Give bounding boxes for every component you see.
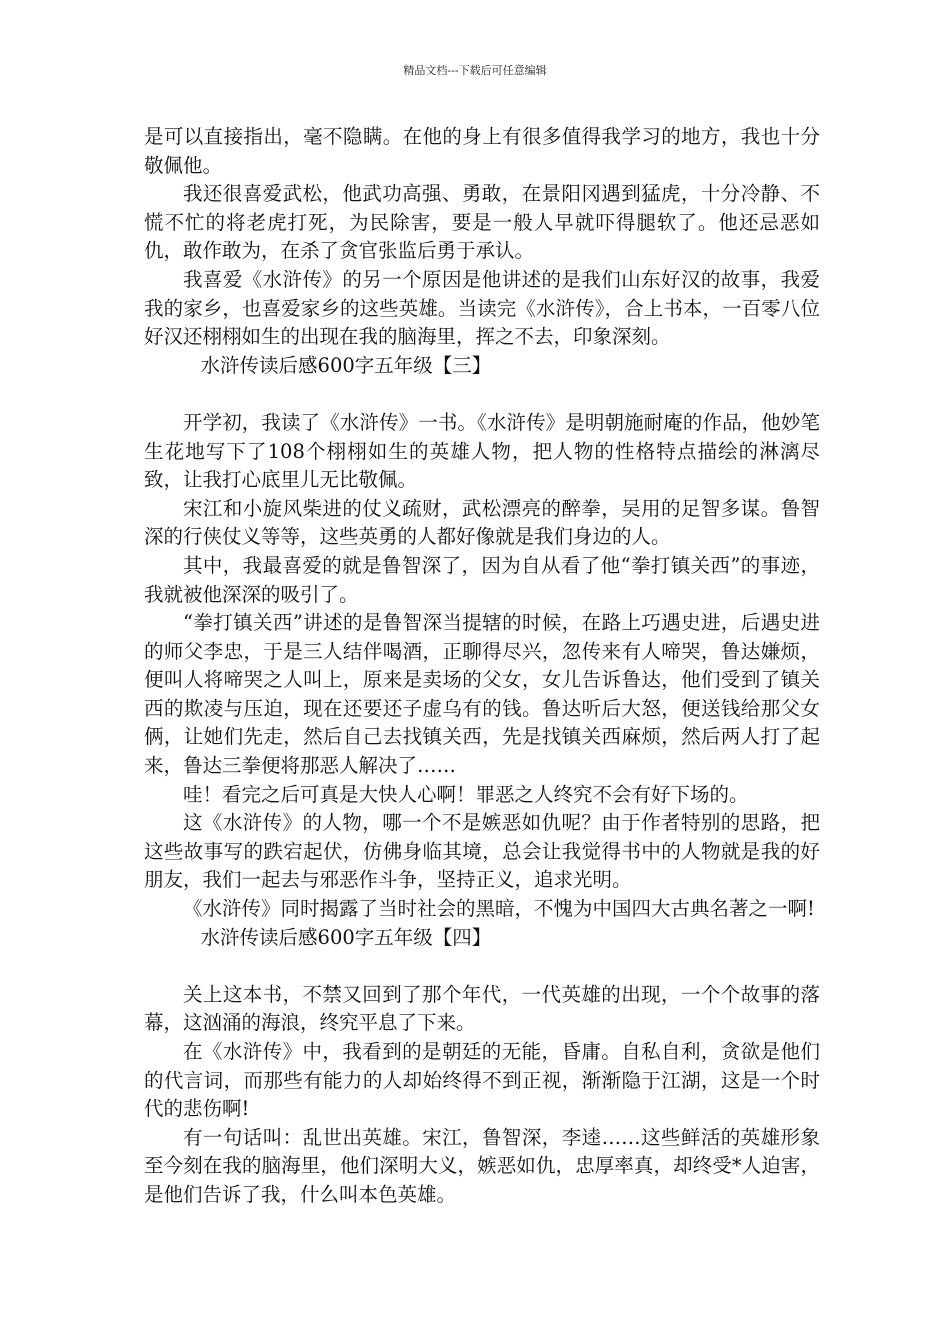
paragraph: 哇！看完之后可真是大快人心啊！罪恶之人终究不会有好下场的。: [183, 782, 749, 806]
blank-line: [144, 380, 820, 409]
paragraph: 开学初，我读了《水浒传》一书。《水浒传》是明朝施耐庵的作品，他妙笔生花地写下了108个栩栩如生的英雄人物，把人物的性格特点描绘的淋漓尽致，让我打心底里儿无比敬佩。: [144, 410, 820, 492]
paragraph: 我还很喜爱武松，他武功高强、勇敢，在景阳冈遇到猛虎，十分冷静、不慌不忙的将老虎打死，为民除害，要是一般人早就吓得腿软了。他还忌恶如仇，敢作敢为，在杀了贪官张监后勇于承认。: [144, 182, 820, 263]
paragraph: 宋江和小旋风柴进的仗义疏财，武松漂亮的醉拳，吴用的足智多谋。鲁智深的行侠仗义等等，这些英勇的人都好像就是我们身边的人。: [144, 496, 820, 549]
paragraph: 有一句话叫：乱世出英雄。宋江，鲁智深，李逵……这些鲜活的英雄形象至今刻在我的脑海里，他们深明大义，嫉恶如仇，忠厚率真，却终受*人迫害，是他们告诉了我，什么叫本色英雄。: [144, 1125, 820, 1206]
document-body: [144, 123, 820, 1210]
paragraph: 关上这本书，不禁又回到了那个年代，一代英雄的出现，一个个故事的落幕，这汹涌的海浪，终究平息了下来。: [144, 982, 820, 1035]
paragraph: 我喜爱《水浒传》的另一个原因是他讲述的是我们山东好汉的故事，我爱我的家乡，也喜爱家乡的这些英雄。当读完《水浒传》，合上书本，一百零八位好汉还栩栩如生的出现在我的脑海里，挥之不去，印象深刻。: [144, 267, 820, 349]
section-heading: 水浒传读后感600字五年级【四】: [200, 925, 492, 949]
paragraph: “拳打镇关西”讲述的是鲁智深当提辖的时候，在路上巧遇史进，后遇史进的师父李忠，于是三人结伴喝酒，正聊得尽兴，忽传来有人啼哭，鲁达嫌烦，便叫人将啼哭之人叫上，原来是卖场的父女，女儿告诉鲁达，他们受到了镇关西的欺凌与压迫，现在还要还子虚乌有的钱。鲁达听后大怒，便送钱给那父女俩，让她们先走，然后自己去找镇关西，先是找镇关西麻烦，然后两人打了起来，鲁达三拳便将那恶人解决了……: [144, 611, 820, 778]
paragraph: 《水浒传》同时揭露了当时社会的黑暗，不愧为中国四大古典名著之一啊!: [183, 897, 815, 921]
paragraph: 在《水浒传》中，我看到的是朝廷的无能，昏庸。自私自利，贪欲是他们的代言词，而那些有能力的人却始终得不到正视，渐渐隐于江湖，这是一个时代的悲伤啊!: [144, 1040, 820, 1121]
paragraph: 这《水浒传》的人物，哪一个不是嫉恶如仇呢？由于作者特别的思路，把这些故事写的跌宕起伏，仿佛身临其境，总会让我觉得书中的人物就是我的好朋友，我们一起去与邪恶作斗争，坚持正义，追求光明。: [144, 811, 820, 892]
blank-line: [144, 952, 820, 981]
paragraph: 是可以直接指出，毫不隐瞒。在他的身上有很多值得我学习的地方，我也十分敬佩他。: [144, 125, 820, 177]
section-heading: 水浒传读后感600字五年级【三】: [200, 353, 492, 377]
paragraph: 其中，我最喜爱的就是鲁智深了，因为自从看了他“拳打镇关西”的事迹，我就被他深深的吸引了。: [144, 553, 820, 606]
page-header: 精品文档---下载后可任意编辑: [403, 64, 547, 77]
